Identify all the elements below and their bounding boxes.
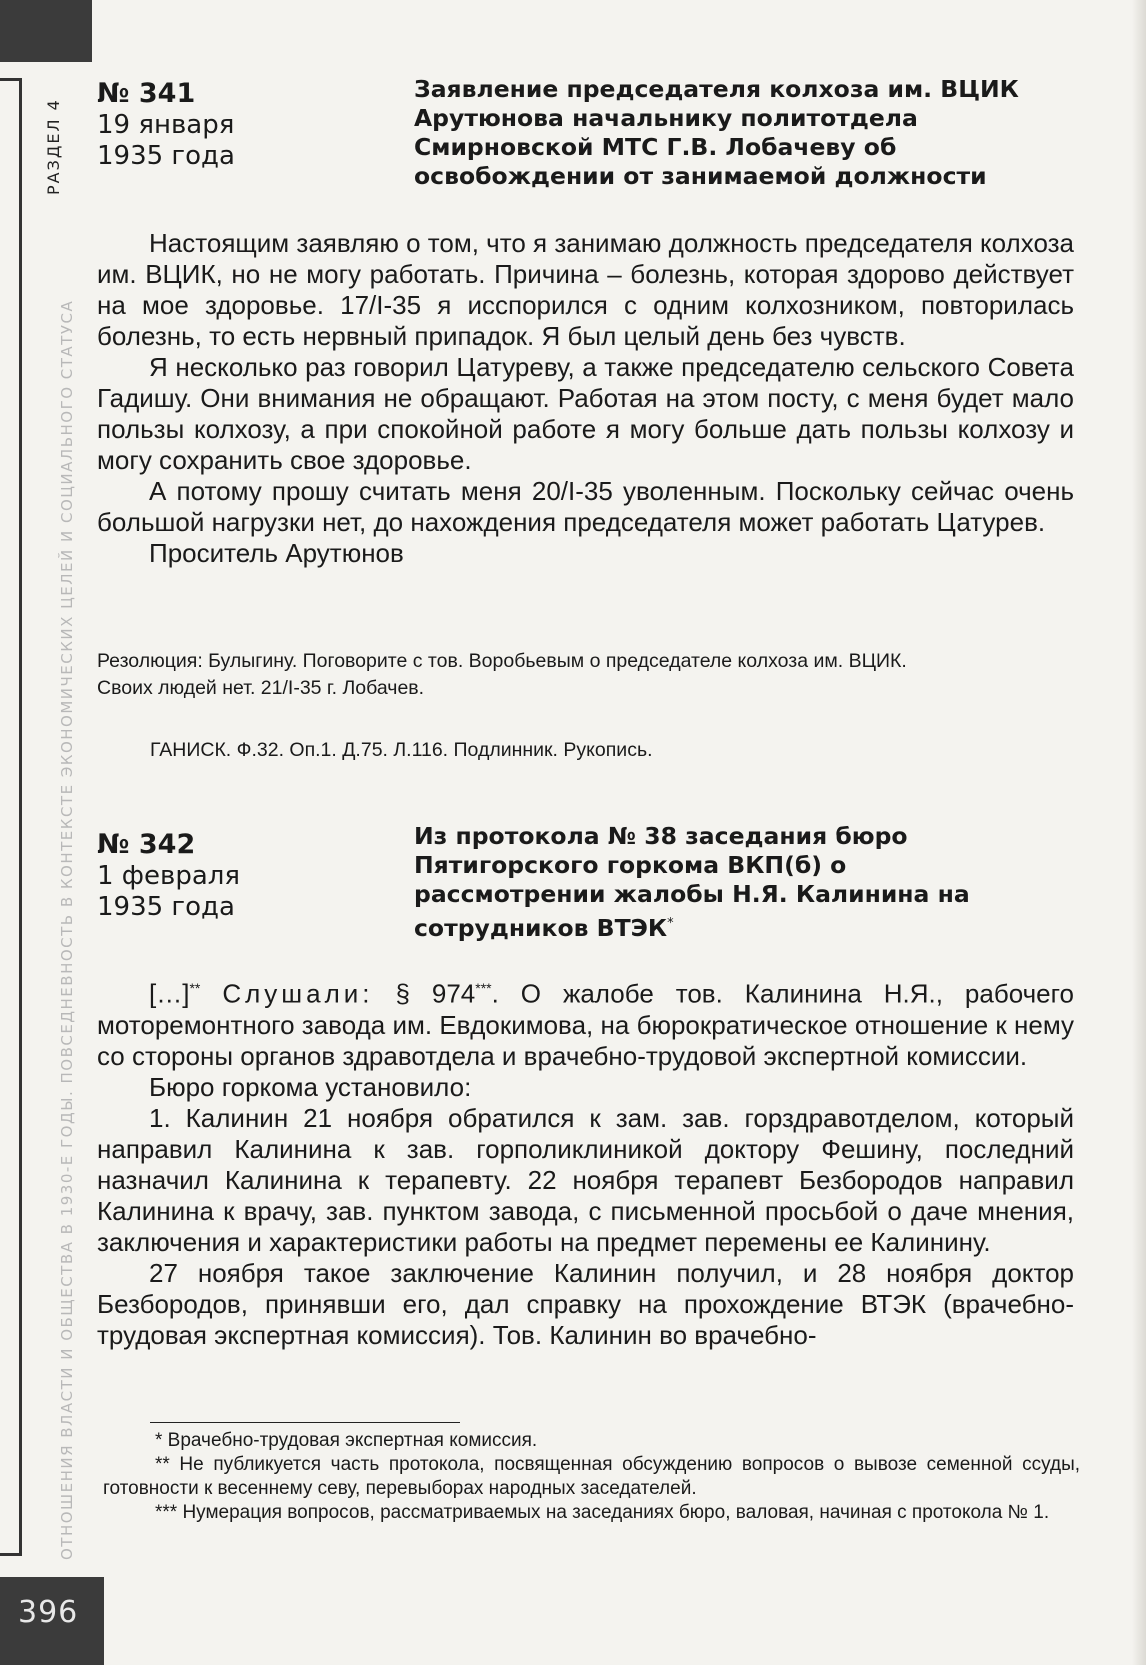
page-edge-shadow bbox=[1132, 0, 1146, 1665]
doc-341-paragraph: Настоящим заявляю о том, что я занимаю должность председателя колхоза им. ВЦИК, но не могу работать. Причина – болезнь, которая здорово действует на мое здоровье. 17/I-35 я исспорился с одним колхозником, повторилась болезнь, то есть нервный припадок. Я был целый день без чувств. bbox=[97, 228, 1074, 351]
doc-342-date bbox=[97, 861, 287, 923]
doc-342-date-year: 1935 года bbox=[97, 892, 235, 922]
heard-label: Слушали: bbox=[222, 978, 374, 1009]
bleed-through-spine-text: ОТНОШЕНИЯ ВЛАСТИ И ОБЩЕСТВА В 1930-Е ГОДЫ. ПОВСЕДНЕВНОСТЬ В КОНТЕКСТЕ ЭКОНОМИЧЕСКИХ ЦЕЛЕЙ И СОЦИАЛЬНОГО СТАТУСА bbox=[58, 299, 76, 1560]
resolution-line: Своих людей нет. 21/I-35 г. Лобачев. bbox=[97, 677, 425, 699]
footnote-mark: ** bbox=[189, 980, 201, 996]
doc-342-title-text: Из протокола № 38 заседания бюро Пятигорского горкома ВКП(б) о рассмотрении жалобы Н.Я. Калинина на сотрудников ВТЭК bbox=[414, 822, 970, 942]
section-number: § 974 bbox=[373, 978, 476, 1009]
doc-342-paragraph: Бюро горкома установило: bbox=[149, 1071, 472, 1102]
doc-342-paragraph: 27 ноября такое заключение Калинин получил, и 28 ноября доктор Безбородов, принявши его, дал справку на прохождение ВТЭК (врачебно-трудовая экспертная комиссия). Тов. Калинин во врачебно- bbox=[97, 1257, 1074, 1350]
footnote: *** Нумерация вопросов, рассматриваемых на заседаниях бюро, валовая, начиная с протокола № 1. bbox=[155, 1502, 1050, 1523]
footnote: ** Не публикуется часть протокола, посвященная обсуждению вопросов о вывозе семенной ссуды, готовности к весеннему севу, перевыборах народных заседателей. bbox=[103, 1454, 1080, 1499]
footnotes bbox=[103, 1429, 1080, 1525]
doc-341-date-year: 1935 года bbox=[97, 141, 235, 171]
omission-mark: […] bbox=[149, 978, 190, 1009]
footnote-mark: * bbox=[667, 916, 674, 931]
resolution-line: Резолюция: Булыгину. Поговорите с тов. Воробьевым о председателе колхоза им. ВЦИК. bbox=[97, 650, 907, 672]
section-label: РАЗДЕЛ 4 bbox=[44, 98, 63, 195]
doc-341-date-day: 19 января bbox=[97, 110, 235, 140]
doc-341-resolution bbox=[97, 648, 1077, 702]
doc-342-title bbox=[414, 822, 1004, 943]
doc-341-title: Заявление председателя колхоза им. ВЦИК Арутюнова начальнику политотдела Смирновской МТС Г.В. Лобачеву об освобождении от занимаемой должности bbox=[414, 75, 1019, 190]
doc-341-date bbox=[97, 110, 287, 172]
complaint-text: . О жалобе тов. Калинина Н.Я., рабочего моторемонтного завода им. Евдокимова, на бюрократическое отношение к нему со стороны органов здравотдела и врачебно-трудовой экспертной комиссии. bbox=[97, 978, 1074, 1071]
doc-341-number: № 341 bbox=[97, 78, 196, 109]
footnote: * Врачебно-трудовая экспертная комиссия. bbox=[155, 1430, 538, 1451]
doc-341-signature: Проситель Арутюнов bbox=[149, 538, 404, 568]
corner-decoration-top bbox=[0, 0, 92, 62]
doc-342-paragraph: 1. Калинин 21 ноября обратился к зам. зав. горздравотделом, который направил Калинина к зав. горполиклиникой доктору Фешину, последний назначил Калинина к терапевту. 22 ноября терапевт Безбородов направил Калинина к врачу, зав. пунктом завода, с письменной просьбой о даче мнения, заключения и характеристики работы на предмет перемены ее Калинину. bbox=[97, 1102, 1074, 1257]
doc-341-body bbox=[97, 228, 1074, 569]
doc-341-archive-reference: ГАНИСК. Ф.32. Оп.1. Д.75. Л.116. Подлинник. Рукопись. bbox=[150, 739, 653, 761]
section-side-bar bbox=[0, 78, 22, 1556]
doc-342-date-day: 1 февраля bbox=[97, 861, 241, 891]
doc-342-number: № 342 bbox=[97, 829, 196, 860]
doc-342-first-paragraph bbox=[97, 973, 1074, 1072]
doc-341-paragraph: А потому прошу считать меня 20/I-35 уволенным. Поскольку сейчас очень большой нагрузки нет, до нахождения председателя может работать Цатурев. bbox=[97, 476, 1074, 537]
page-number: 396 bbox=[18, 1595, 79, 1630]
footnote-mark: *** bbox=[475, 980, 492, 996]
doc-341-paragraph: Я несколько раз говорил Цатуреву, а также председателю сельского Совета Гадишу. Они внимания не обращают. Работая на этом посту, с меня будет мало пользы колхозу, а при спокойной работе я могу больше дать пользы колхозу и могу сохранить свое здоровье. bbox=[97, 352, 1074, 475]
doc-342-body bbox=[97, 973, 1074, 1351]
footnote-divider bbox=[150, 1422, 460, 1423]
